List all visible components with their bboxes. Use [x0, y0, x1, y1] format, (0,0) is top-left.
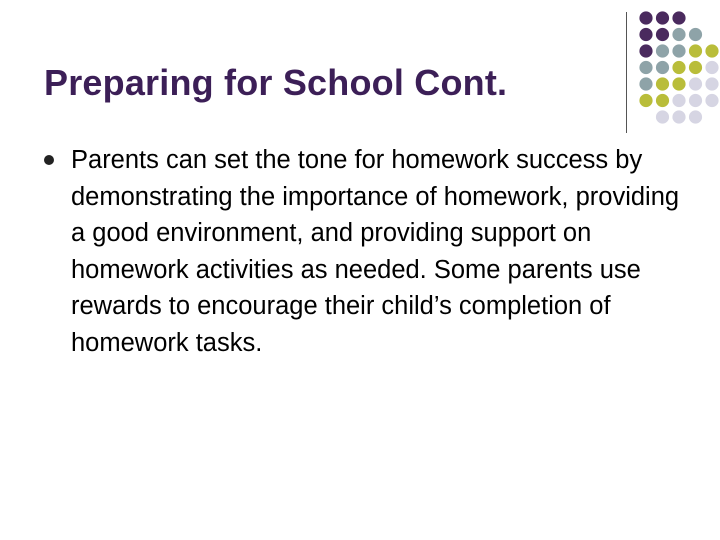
decorative-dot	[656, 44, 669, 57]
decorative-dot	[639, 11, 652, 24]
decorative-dot	[656, 110, 669, 123]
decorative-dot	[705, 44, 718, 57]
bullet-icon	[44, 155, 54, 165]
decorative-dot	[672, 44, 685, 57]
decorative-dot	[672, 110, 685, 123]
decorative-dot	[705, 61, 718, 74]
decorative-dot	[639, 44, 652, 57]
decorative-dot	[689, 44, 702, 57]
decorative-dot	[639, 61, 652, 74]
bullet-list	[44, 142, 684, 361]
decorative-dot	[705, 94, 718, 107]
decorative-dot	[672, 61, 685, 74]
slide-title: Preparing for School Cont.	[44, 62, 508, 103]
decorative-dot	[689, 110, 702, 123]
decorative-dot	[656, 94, 669, 107]
bullet-item	[44, 142, 684, 361]
decorative-dot	[672, 11, 685, 24]
decorative-dot	[656, 28, 669, 41]
decorative-dot	[639, 77, 652, 90]
decorative-dot	[689, 61, 702, 74]
decorative-dot	[639, 94, 652, 107]
decorative-dot	[656, 61, 669, 74]
decorative-dot	[672, 28, 685, 41]
decorative-dot	[656, 77, 669, 90]
decorative-dot	[672, 77, 685, 90]
decorative-dot	[639, 28, 652, 41]
decorative-dot	[705, 77, 718, 90]
decorative-dot-grid	[0, 0, 720, 160]
decorative-dot	[656, 11, 669, 24]
decorative-dot	[689, 94, 702, 107]
decorative-dot	[689, 77, 702, 90]
decorative-dot	[672, 94, 685, 107]
decorative-dot	[689, 28, 702, 41]
bullet-text: Parents can set the tone for homework success by demonstrating the importance of homework, providing a good environment, and providing support on homework activities as needed. Some parents use rewards to encourage their child’s completion of homework tasks.	[71, 146, 680, 357]
